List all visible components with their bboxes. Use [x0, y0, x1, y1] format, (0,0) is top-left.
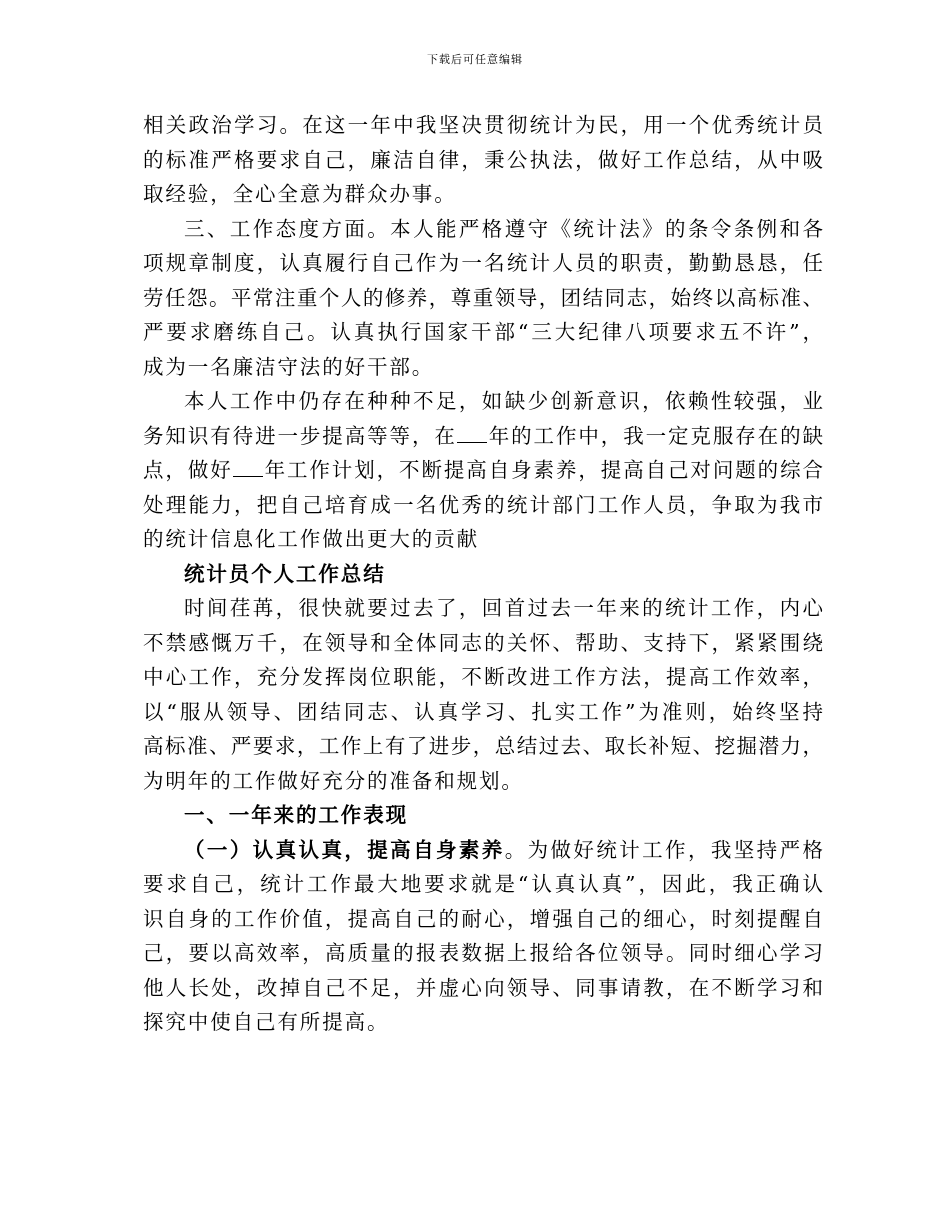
paragraph-line: 己，要以高效率，高质量的报表数据上报给各位领导。同时细心学习 [143, 941, 823, 965]
paragraph-line: 识自身的工作价值，提高自己的耐心，增强自己的细心，时刻提醒自 [143, 906, 823, 931]
paragraph-line: 的标准严格要求自己，廉洁自律，秉公执法，做好工作总结，从中吸 [143, 147, 823, 172]
document-body [143, 108, 823, 1040]
text-segment: 年工作计划，不断提高自身素养，提高自己对问题的综合 [262, 458, 823, 482]
section-heading: 一、一年来的工作表现 [184, 803, 408, 827]
paragraph-line: 取经验，全心全意为群众办事。 [143, 182, 457, 206]
paragraph-line: 成为一名廉洁守法的好干部。 [143, 354, 435, 379]
paragraph-line: 时间荏苒，很快就要过去了，回首过去一年来的统计工作，内心 [184, 596, 823, 620]
paragraph-line: 的统计信息化工作做出更大的贡献 [143, 527, 479, 551]
paragraph-line [143, 833, 823, 868]
paragraph-line: 高标准、严要求，工作上有了进步，总结过去、取长补短、挖掘潜力， [143, 734, 823, 758]
subsection-heading: （一）认真认真，提高自身素养 [184, 837, 505, 862]
paragraph-line [143, 453, 823, 488]
text-segment: 。为做好统计工作，我坚持严格 [504, 837, 823, 862]
paragraph-line: 处理能力，把自己培育成一名优秀的统计部门工作人员，争取为我市 [143, 492, 823, 517]
section-title: 统计员个人工作总结 [184, 561, 386, 586]
paragraph-line: 相关政治学习。在这一年中我坚决贯彻统计为民，用一个优秀统计员 [143, 113, 823, 137]
paragraph-line: 本人工作中仍存在种种不足，如缺少创新意识，依赖性较强，业 [184, 389, 823, 413]
paragraph-line: 探究中使自己有所提高。 [143, 1010, 390, 1034]
page-header: 下载后可任意编辑 [427, 53, 523, 66]
paragraph-line: 劳任怨。平常注重个人的修养，尊重领导，团结同志，始终以高标准、 [143, 285, 823, 310]
paragraph-line: 严要求磨练自己。认真执行国家干部“三大纪律八项要求五不许”， [143, 320, 823, 344]
text-segment: 点，做好 [143, 458, 233, 482]
text-segment: 年的工作中，我一定克服存在的缺 [486, 423, 824, 448]
text-segment: 务知识有待进一步提高等等，在 [143, 423, 457, 448]
paragraph-line: 他人长处，改掉自己不足，并虚心向领导、同事请教，在不断学习和 [143, 975, 823, 1000]
paragraph-line: 三、工作态度方面。本人能严格遵守《统计法》的条令条例和各 [184, 216, 823, 241]
fill-in-blank [233, 456, 263, 477]
fill-in-blank [457, 422, 487, 443]
paragraph-line: 以“服从领导、团结同志、认真学习、扎实工作”为准则，始终坚持 [143, 699, 823, 724]
paragraph-line: 为明年的工作做好充分的准备和规划。 [143, 768, 524, 793]
paragraph-line [143, 419, 823, 454]
paragraph-line: 不禁感慨万千，在领导和全体同志的关怀、帮助、支持下，紧紧围绕 [143, 630, 823, 655]
paragraph-line: 要求自己，统计工作最大地要求就是“认真认真”，因此，我正确认 [143, 872, 823, 896]
paragraph-line: 项规章制度，认真履行自己作为一名统计人员的职责，勤勤恳恳，任 [143, 251, 823, 275]
paragraph-line: 中心工作，充分发挥岗位职能，不断改进工作方法，提高工作效率， [143, 665, 823, 689]
